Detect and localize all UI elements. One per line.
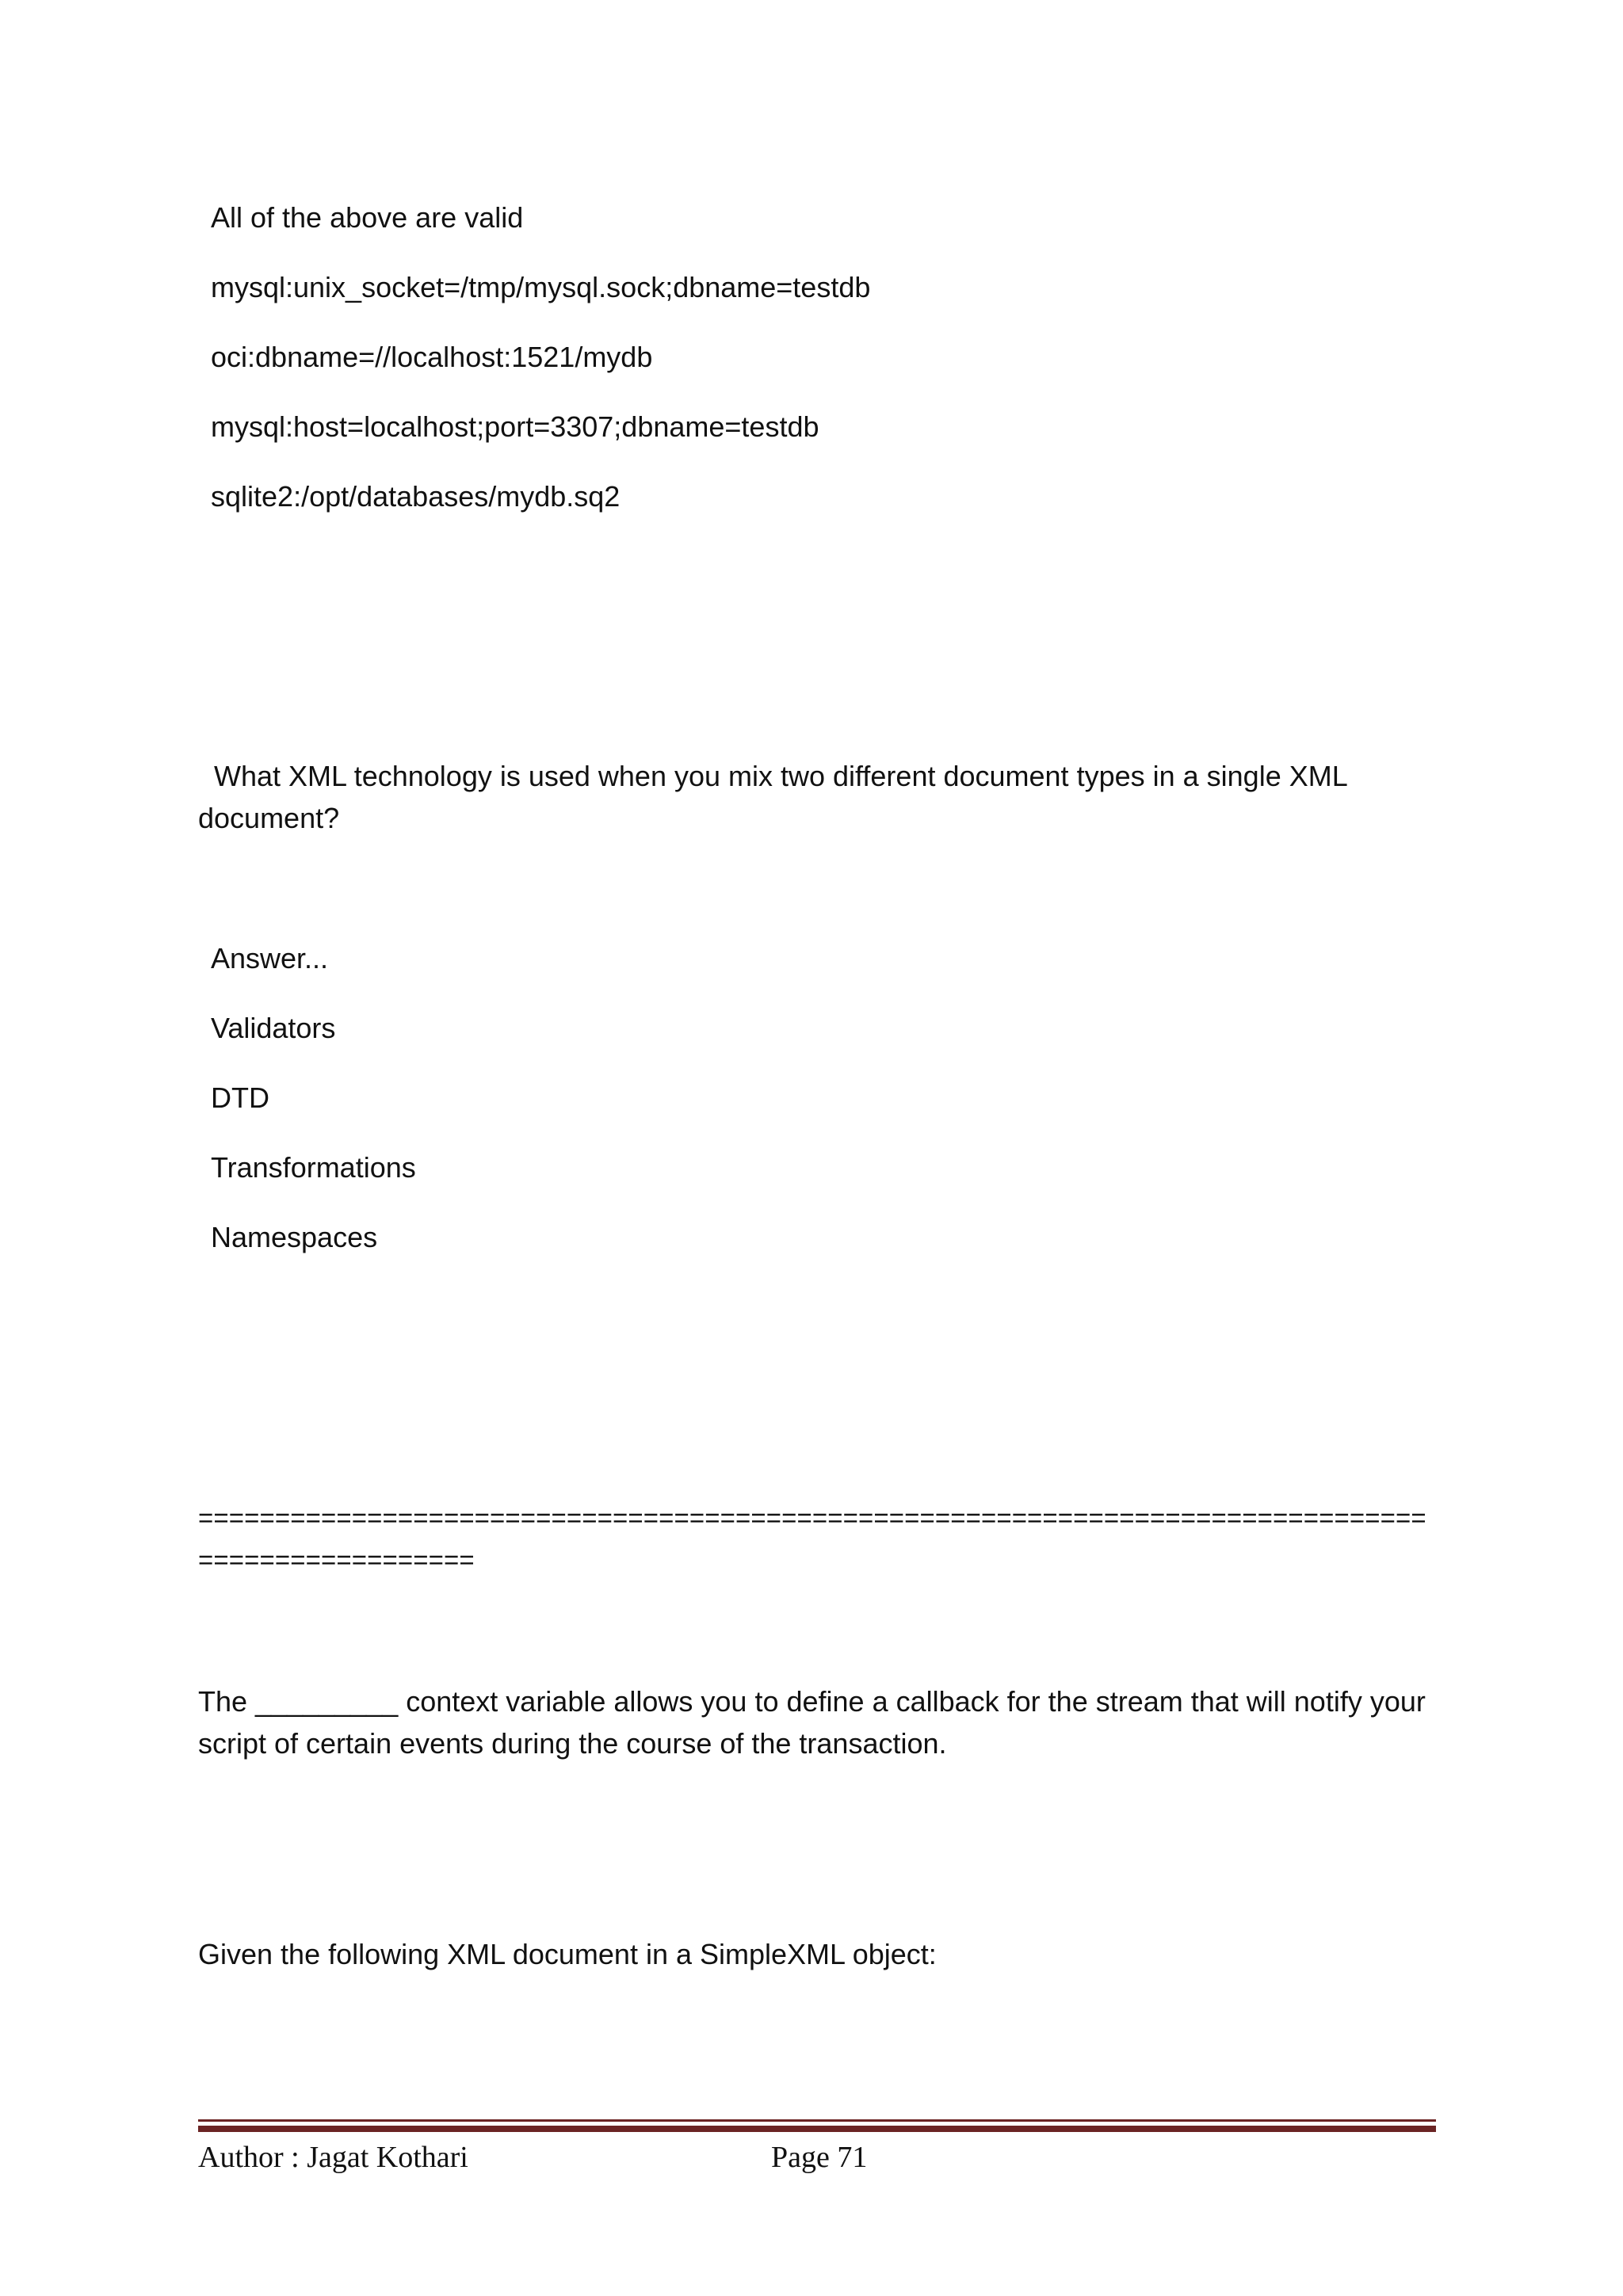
footer-rule-thin	[198, 2119, 1436, 2122]
option-namespaces: Namespaces	[211, 1221, 378, 1253]
option-validators: Validators	[211, 1012, 336, 1044]
question-context-line2: script of certain events during the course of the transaction.	[198, 1727, 947, 1760]
question-xml-line1: What XML technology is used when you mix two different document types in a single XML	[198, 760, 1348, 792]
option-sqlite2: sqlite2:/opt/databases/mydb.sq2	[211, 480, 621, 513]
question-context-line1: The _________ context variable allows you to define a callback for the stream that will notify your	[198, 1685, 1426, 1718]
separator-line1: ================================================================================	[198, 1503, 1426, 1532]
option-all-valid: All of the above are valid	[211, 201, 524, 234]
footer-author: Author : Jagat Kothari	[198, 2141, 468, 2174]
option-mysql-socket: mysql:unix_socket=/tmp/mysql.sock;dbname=testdb	[211, 271, 871, 303]
separator-line2: ==================	[198, 1545, 475, 1574]
footer-rule-thick	[198, 2126, 1436, 2132]
option-dtd: DTD	[211, 1081, 269, 1114]
option-mysql-host: mysql:host=localhost;port=3307;dbname=testdb	[211, 410, 819, 443]
option-answer: Answer...	[211, 942, 329, 974]
option-transformations: Transformations	[211, 1151, 416, 1184]
question-simplexml: Given the following XML document in a SimpleXML object:	[198, 1938, 937, 1970]
question-xml-line2: document?	[198, 802, 340, 834]
option-oci: oci:dbname=//localhost:1521/mydb	[211, 341, 653, 373]
footer-page-number: Page 71	[771, 2141, 868, 2174]
